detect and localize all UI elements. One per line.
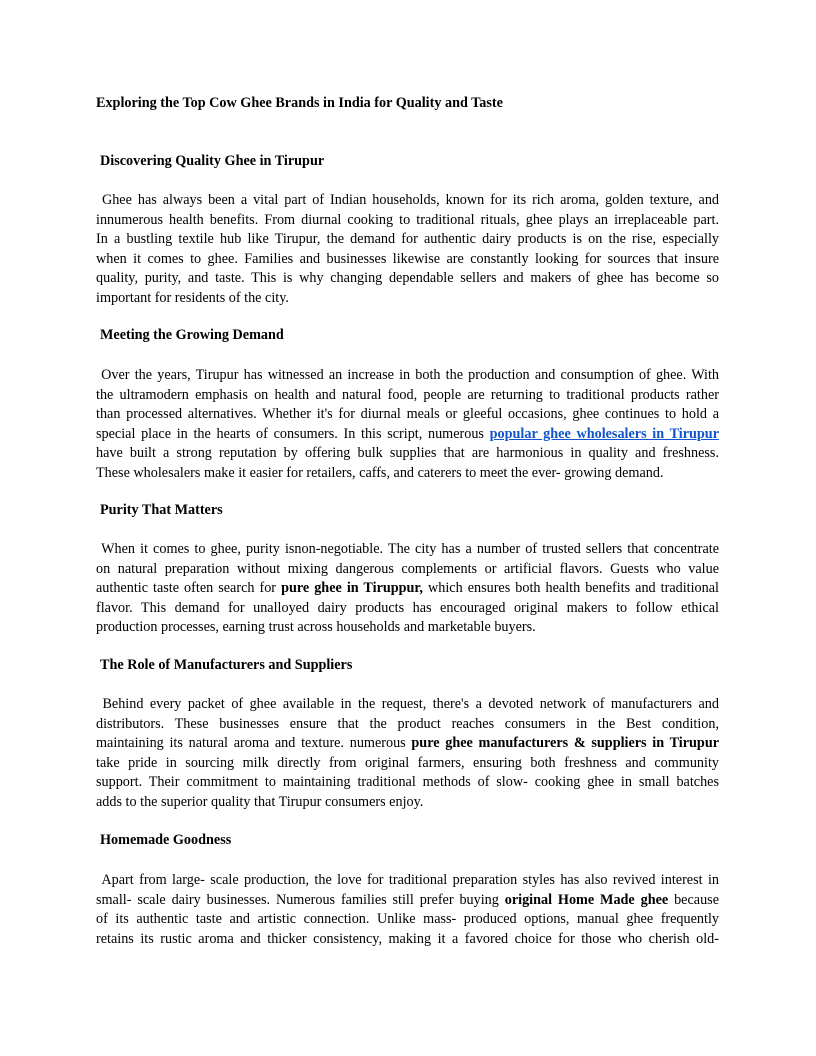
- bold-keyword: pure ghee manufacturers & suppliers in Tirupur: [411, 735, 720, 751]
- text-line: [96, 930, 719, 950]
- text-run: maintaining its natural aroma and texture. numerous: [96, 735, 412, 751]
- text-line: [96, 386, 719, 406]
- paragraph: [96, 871, 719, 949]
- text-run: distributors. These businesses ensure that the product reaches consumers in the Best condition,: [96, 715, 719, 732]
- text-run: Apart from large- scale production, the love for traditional preparation styles has also revived interest in: [96, 872, 719, 888]
- document-title: Exploring the Top Cow Ghee Brands in India for Quality and Taste: [96, 95, 503, 111]
- paragraph: [96, 366, 719, 483]
- text-line: [96, 366, 719, 386]
- text-run: small- scale dairy businesses. Numerous families still prefer buying: [96, 891, 505, 908]
- text-line: [96, 464, 719, 484]
- text-run: innumerous health benefits. From diurnal cooking to traditional rituals, ghee plays an irreplaceable part.: [96, 211, 719, 228]
- section-heading: The Role of Manufacturers and Suppliers: [100, 657, 353, 673]
- text-run: authentic taste often search for: [96, 580, 282, 596]
- text-run: retains its rustic aroma and thicker consistency, making it a favored choice for those who cherish old-: [96, 930, 719, 947]
- text-line: [96, 773, 719, 793]
- section-heading: Meeting the Growing Demand: [100, 327, 284, 343]
- text-line: [96, 734, 719, 754]
- section-heading: Discovering Quality Ghee in Tirupur: [100, 153, 325, 169]
- text-line: [96, 250, 719, 270]
- text-line: [96, 754, 719, 774]
- text-run: when it comes to ghee. Families and businesses likewise are constantly looking for sources that insure: [96, 250, 719, 267]
- text-run: support. Their commitment to maintaining traditional methods of slow- cooking ghee in small batches: [96, 774, 719, 790]
- text-line: [96, 230, 719, 250]
- bold-keyword: original Home Made ghee: [504, 891, 669, 908]
- text-run: production processes, earning trust across households and marketable buyers.: [96, 619, 536, 635]
- text-line: [96, 618, 719, 638]
- text-line: [96, 211, 719, 231]
- text-run: Over the years, Tirupur has witnessed an increase in both the production and consumption of ghee. With: [96, 367, 719, 383]
- text-line: [96, 289, 719, 309]
- text-line: [96, 891, 719, 911]
- text-line: [96, 871, 719, 891]
- section-heading: Homemade Goodness: [100, 832, 232, 848]
- section-heading: Purity That Matters: [100, 502, 223, 518]
- text-run: take pride in sourcing milk directly from original farmers, ensuring both freshness and community: [96, 754, 719, 771]
- text-run: Ghee has always been a vital part of Indian households, known for its rich aroma, golden texture, and: [96, 192, 719, 208]
- text-run: special place in the hearts of consumers. In this script, numerous: [96, 425, 490, 442]
- text-run: the ultramodern emphasis on health and natural food, people are returning to traditional products rather: [96, 386, 719, 403]
- text-run: of its authentic taste and artistic connection. Unlike mass- produced options, manual ghee frequently: [96, 911, 719, 927]
- text-run: quality, purity, and taste. This is why changing dependable sellers and makers of ghee has become so: [96, 270, 719, 286]
- bold-keyword: pure ghee in Tiruppur,: [281, 580, 423, 596]
- text-line: [96, 425, 719, 445]
- text-run: In a bustling textile hub like Tirupur, the demand for authentic dairy products is on the rise, especially: [96, 231, 719, 247]
- text-run: flavor. This demand for unalloyed dairy products has encouraged original makers to follow ethical: [96, 599, 719, 616]
- text-line: [96, 579, 719, 599]
- text-run: than processed alternatives. Whether it's for diurnal meals or gleeful occasions, ghee continues to hold a: [96, 406, 719, 422]
- paragraph: [96, 540, 719, 638]
- text-line: [96, 599, 719, 619]
- text-run: These wholesalers make it easier for retailers, caffs, and caterers to meet the ever- growing demand.: [96, 464, 664, 481]
- text-run: because: [668, 891, 719, 908]
- text-line: [96, 405, 719, 425]
- text-line: [96, 540, 719, 560]
- text-line: [96, 793, 719, 813]
- paragraph: [96, 191, 719, 308]
- text-run: have built a strong reputation by offering bulk supplies that are harmonious in quality and freshness.: [96, 445, 719, 461]
- text-run: important for residents of the city.: [96, 289, 289, 306]
- text-line: [96, 715, 719, 735]
- text-run: adds to the superior quality that Tirupur consumers enjoy.: [96, 793, 424, 810]
- text-line: [96, 444, 719, 464]
- text-run: on natural preparation without mixing dangerous complements or artificial flavors. Guests who value: [96, 560, 719, 577]
- text-run: Behind every packet of ghee available in the request, there's a devoted network of manufacturers and: [96, 696, 719, 712]
- hyperlink[interactable]: popular ghee wholesalers in Tirupur: [489, 425, 719, 442]
- text-run: which ensures both health benefits and traditional: [422, 580, 719, 596]
- text-line: [96, 695, 719, 715]
- text-line: [96, 560, 719, 580]
- text-run: When it comes to ghee, purity isnon-negotiable. The city has a number of trusted sellers that concentrate: [96, 541, 719, 557]
- text-line: [96, 910, 719, 930]
- text-line: [96, 269, 719, 289]
- paragraph: [96, 695, 719, 812]
- text-line: [96, 191, 719, 211]
